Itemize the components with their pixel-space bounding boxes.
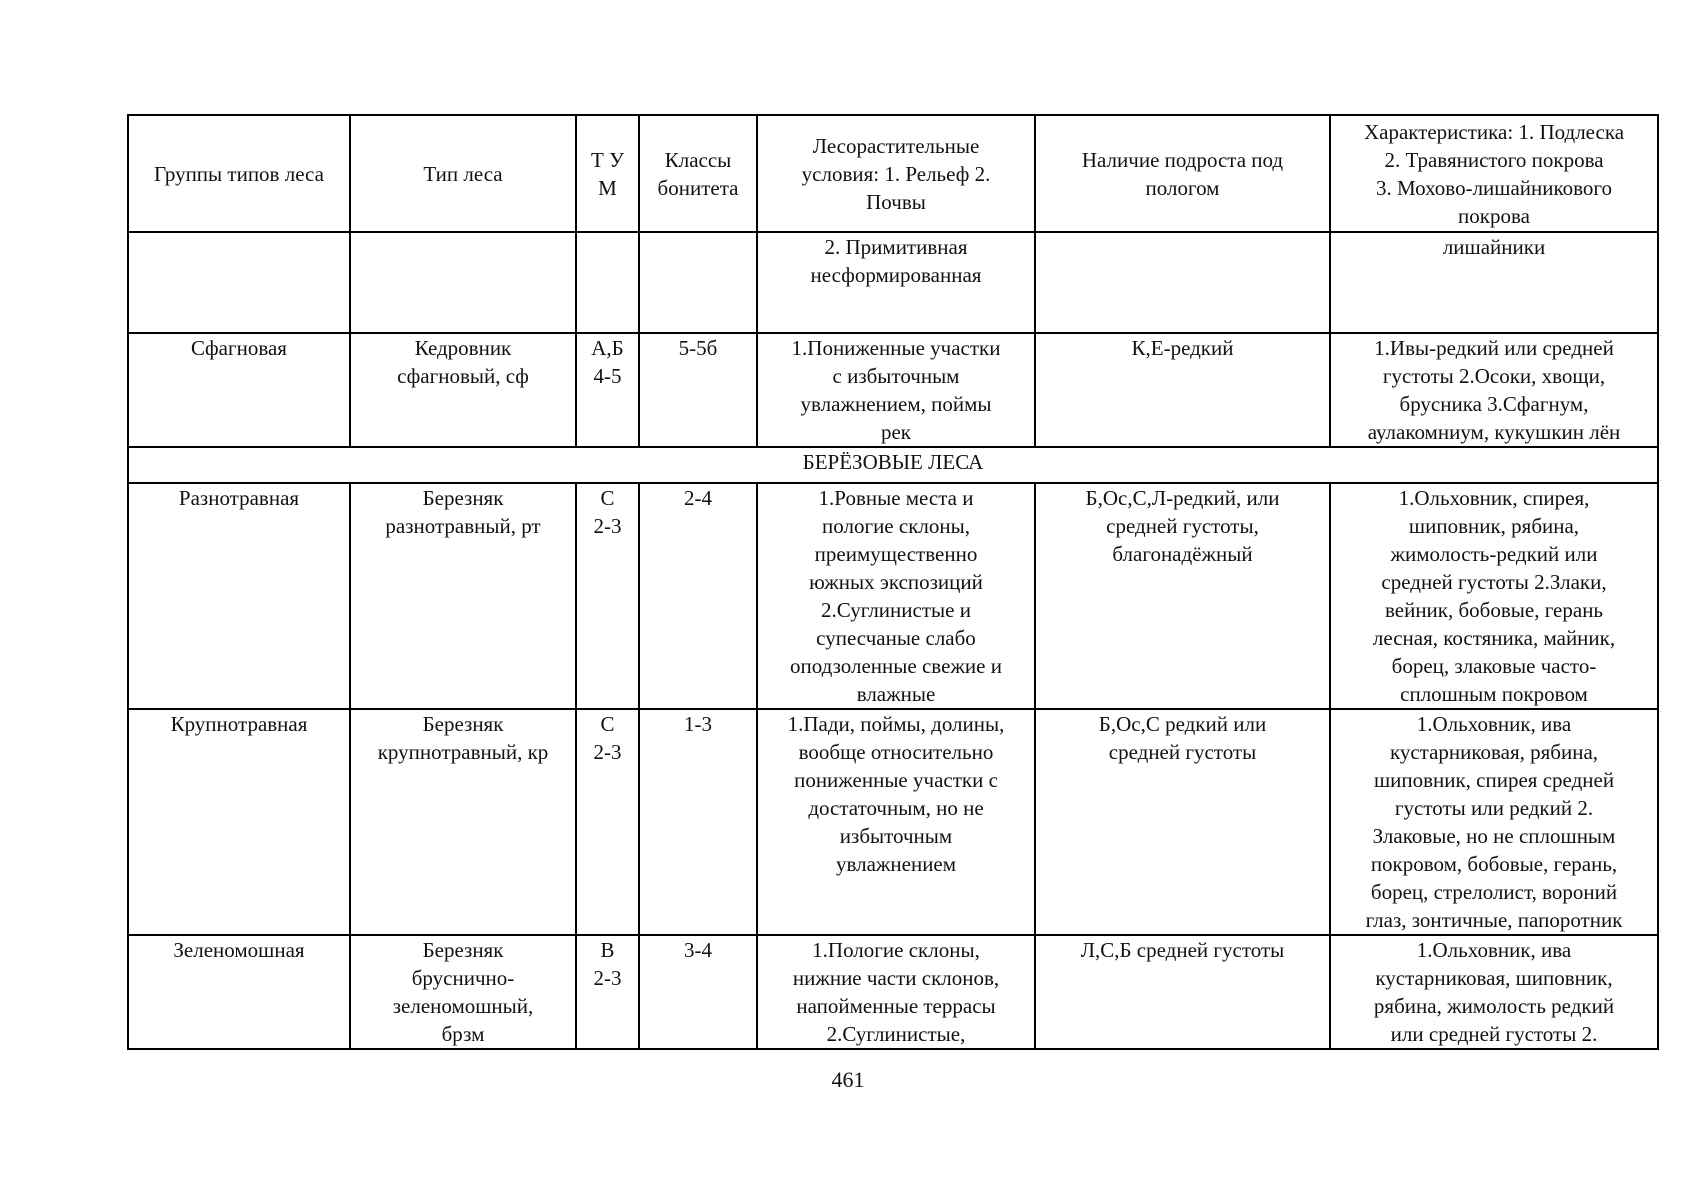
table-row	[128, 232, 1658, 333]
cell-forest-group: Крупнотравная	[128, 709, 350, 935]
header-undergrowth: Наличие подроста под пологом	[1035, 115, 1330, 232]
cell-forest-group: Зеленомошная	[128, 935, 350, 1049]
cell-forest-group: Сфагновая	[128, 333, 350, 447]
cell-characteristics: лишайники	[1330, 232, 1658, 333]
table-row	[128, 333, 1658, 447]
forest-types-table	[127, 114, 1659, 1050]
page-number: 461	[831, 1067, 865, 1092]
cell-tum: С 2-3	[576, 483, 639, 709]
table-row	[128, 935, 1658, 1049]
cell-tum: А,Б 4-5	[576, 333, 639, 447]
table-row	[128, 483, 1658, 709]
cell-conditions: 2. Примитивная несформированная	[757, 232, 1035, 333]
section-row	[128, 447, 1658, 483]
table-row	[128, 709, 1658, 935]
cell-bonitet: 5-5б	[639, 333, 757, 447]
cell-characteristics: 1.Ольховник, спирея, шиповник, рябина, жимолость-редкий или средней густоты 2.Злаки, вейник, бобовые, герань лесная, костяника, майник, борец, злаковые часто- сплошным покровом	[1330, 483, 1658, 709]
document-page	[127, 114, 1657, 1050]
cell-conditions: 1.Пониженные участки с избыточным увлажнением, поймы рек	[757, 333, 1035, 447]
cell-undergrowth: Л,С,Б средней густоты	[1035, 935, 1330, 1049]
cell-forest-type: Кедровник сфагновый, сф	[350, 333, 576, 447]
cell-forest-type: Березняк крупнотравный, кр	[350, 709, 576, 935]
cell-conditions: 1.Ровные места и пологие склоны, преимущественно южных экспозиций 2.Суглинистые и супесчаные слабо оподзоленные свежие и влажные	[757, 483, 1035, 709]
table-header-row	[128, 115, 1658, 232]
cell-tum	[576, 232, 639, 333]
cell-bonitet: 3-4	[639, 935, 757, 1049]
cell-bonitet	[639, 232, 757, 333]
cell-undergrowth: К,Е-редкий	[1035, 333, 1330, 447]
cell-forest-group: Разнотравная	[128, 483, 350, 709]
cell-conditions: 1.Пади, поймы, долины, вообще относительно пониженные участки с достаточным, но не избыточным увлажнением	[757, 709, 1035, 935]
cell-undergrowth: Б,Ос,С редкий или средней густоты	[1035, 709, 1330, 935]
cell-undergrowth	[1035, 232, 1330, 333]
header-conditions: Лесорастительные условия: 1. Рельеф 2. Почвы	[757, 115, 1035, 232]
cell-forest-type: Березняк разнотравный, рт	[350, 483, 576, 709]
cell-tum: В 2-3	[576, 935, 639, 1049]
section-title: БЕРЁЗОВЫЕ ЛЕСА	[128, 447, 1658, 483]
header-forest-type: Тип леса	[350, 115, 576, 232]
cell-forest-type: Березняк бруснично- зеленомошный, брзм	[350, 935, 576, 1049]
cell-bonitet: 2-4	[639, 483, 757, 709]
cell-characteristics: 1.Ивы-редкий или средней густоты 2.Осоки, хвощи, брусника 3.Сфагнум, аулакомниум, кукушкин лён	[1330, 333, 1658, 447]
cell-characteristics: 1.Ольховник, ива кустарниковая, рябина, шиповник, спирея средней густоты или редкий 2. Злаковые, но не сплошным покровом, бобовые, герань, борец, стрелолист, вороний глаз, зонтичные, папоротник	[1330, 709, 1658, 935]
header-forest-group: Группы типов леса	[128, 115, 350, 232]
header-bonitet: Классы бонитета	[639, 115, 757, 232]
cell-characteristics: 1.Ольховник, ива кустарниковая, шиповник, рябина, жимолость редкий или средней густоты 2.	[1330, 935, 1658, 1049]
cell-conditions: 1.Пологие склоны, нижние части склонов, напойменные террасы 2.Суглинистые,	[757, 935, 1035, 1049]
cell-forest-group	[128, 232, 350, 333]
cell-tum: С 2-3	[576, 709, 639, 935]
header-tum: Т У М	[576, 115, 639, 232]
header-characteristics: Характеристика: 1. Подлеска 2. Травянистого покрова 3. Мохово-лишайникового покрова	[1330, 115, 1658, 232]
cell-bonitet: 1-3	[639, 709, 757, 935]
cell-undergrowth: Б,Ос,С,Л-редкий, или средней густоты, благонадёжный	[1035, 483, 1330, 709]
cell-forest-type	[350, 232, 576, 333]
